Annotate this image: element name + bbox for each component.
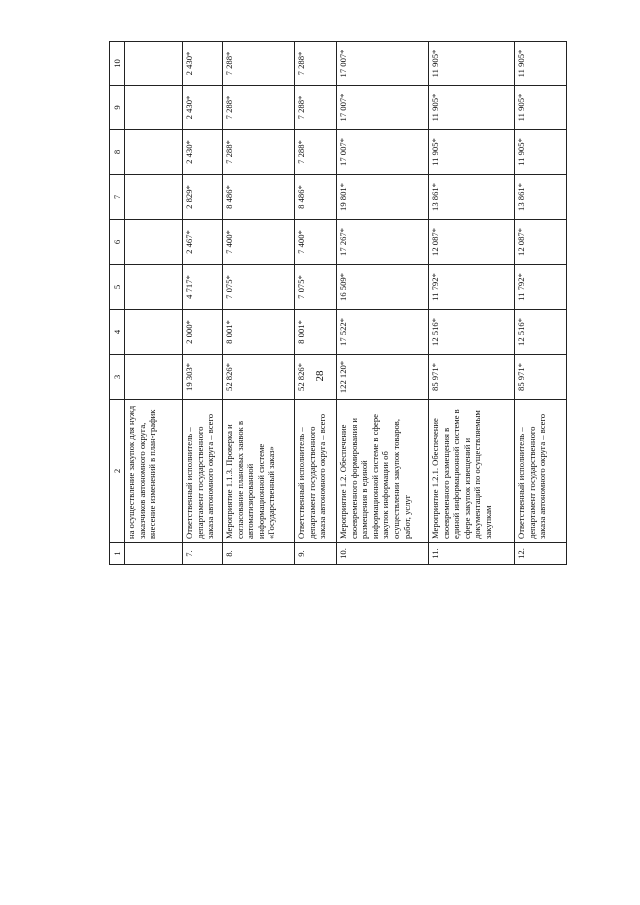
value-cell: 8 001* bbox=[223, 310, 295, 355]
value-cell: 52 826* bbox=[295, 355, 337, 400]
value-cell bbox=[125, 355, 183, 400]
value-cell: 2 467* bbox=[183, 220, 223, 265]
row-number bbox=[125, 543, 183, 565]
page-number: 28 bbox=[314, 370, 326, 382]
header-cell: 2 bbox=[110, 400, 125, 543]
table-row bbox=[337, 42, 429, 565]
value-cell: 17 522* bbox=[337, 310, 429, 355]
value-cell: 17 267* bbox=[337, 220, 429, 265]
value-cell: 52 826* bbox=[223, 355, 295, 400]
rotated-table-container bbox=[109, 42, 565, 565]
table-row bbox=[183, 42, 223, 565]
value-cell: 19 801* bbox=[337, 175, 429, 220]
header-cell: 5 bbox=[110, 265, 125, 310]
value-cell: 12 087* bbox=[515, 220, 567, 265]
value-cell: 12 087* bbox=[429, 220, 515, 265]
value-cell: 11 905* bbox=[515, 130, 567, 175]
value-cell: 7 400* bbox=[223, 220, 295, 265]
value-cell: 11 792* bbox=[515, 265, 567, 310]
header-cell: 8 bbox=[110, 130, 125, 175]
row-number: 7. bbox=[183, 543, 223, 565]
header-cell: 6 bbox=[110, 220, 125, 265]
row-number: 12. bbox=[515, 543, 567, 565]
value-cell: 122 120* bbox=[337, 355, 429, 400]
value-cell: 11 905* bbox=[429, 86, 515, 130]
value-cell: 13 861* bbox=[429, 175, 515, 220]
value-cell bbox=[125, 175, 183, 220]
value-cell: 7 288* bbox=[295, 42, 337, 86]
row-description: Мероприятие 1.2.1. Обеспечение своевременного размещения в единой информационной системе в сфере закупок извещений и документаций по осуществляемым закупкам bbox=[429, 400, 515, 543]
header-cell: 4 bbox=[110, 310, 125, 355]
value-cell: 7 288* bbox=[223, 130, 295, 175]
value-cell: 16 509* bbox=[337, 265, 429, 310]
value-cell: 11 905* bbox=[515, 42, 567, 86]
value-cell bbox=[125, 220, 183, 265]
value-cell: 19 303* bbox=[183, 355, 223, 400]
value-cell: 2 430* bbox=[183, 42, 223, 86]
value-cell: 7 288* bbox=[295, 130, 337, 175]
row-description: Ответственный исполнитель – департамент государственного заказа автономного округа – всего bbox=[295, 400, 337, 543]
value-cell: 2 000* bbox=[183, 310, 223, 355]
row-number: 11. bbox=[429, 543, 515, 565]
value-cell: 12 516* bbox=[429, 310, 515, 355]
value-cell bbox=[125, 265, 183, 310]
value-cell: 11 905* bbox=[515, 86, 567, 130]
value-cell: 7 075* bbox=[295, 265, 337, 310]
value-cell: 13 861* bbox=[515, 175, 567, 220]
value-cell: 11 792* bbox=[429, 265, 515, 310]
header-row bbox=[110, 42, 125, 565]
value-cell bbox=[125, 86, 183, 130]
row-description: Мероприятие 1.1.3. Проверка и согласование плановых заявок в автоматизированной информационной системе «Государственный заказ» bbox=[223, 400, 295, 543]
value-cell: 17 007* bbox=[337, 42, 429, 86]
table-row bbox=[223, 42, 295, 565]
value-cell bbox=[125, 42, 183, 86]
value-cell: 2 829* bbox=[183, 175, 223, 220]
value-cell bbox=[125, 130, 183, 175]
row-number: 9. bbox=[295, 543, 337, 565]
value-cell: 12 516* bbox=[515, 310, 567, 355]
header-cell: 1 bbox=[110, 543, 125, 565]
value-cell: 8 001* bbox=[295, 310, 337, 355]
table-row bbox=[295, 42, 337, 565]
value-cell: 85 971* bbox=[515, 355, 567, 400]
row-number: 8. bbox=[223, 543, 295, 565]
row-description: на осуществление закупок для нужд заказчиков автономного округа, внесение изменений в план-график bbox=[125, 400, 183, 543]
table-row bbox=[515, 42, 567, 565]
budget-table bbox=[109, 41, 567, 565]
value-cell: 2 430* bbox=[183, 130, 223, 175]
value-cell: 85 971* bbox=[429, 355, 515, 400]
table-row bbox=[429, 42, 515, 565]
table-row bbox=[125, 42, 183, 565]
value-cell: 7 400* bbox=[295, 220, 337, 265]
value-cell: 7 288* bbox=[295, 86, 337, 130]
row-description: Мероприятие 1.2. Обеспечение своевременного формирования и размещения в единой информационной системе в сфере закупок информации об осуществлении закупок товаров, работ, услуг bbox=[337, 400, 429, 543]
value-cell: 11 905* bbox=[429, 130, 515, 175]
row-description: Ответственный исполнитель – департамент государственного заказа автономного округа – всего bbox=[183, 400, 223, 543]
value-cell bbox=[125, 310, 183, 355]
value-cell: 7 288* bbox=[223, 42, 295, 86]
value-cell: 8 486* bbox=[223, 175, 295, 220]
value-cell: 7 075* bbox=[223, 265, 295, 310]
value-cell: 4 717* bbox=[183, 265, 223, 310]
header-cell: 10 bbox=[110, 42, 125, 86]
header-cell: 9 bbox=[110, 86, 125, 130]
header-cell: 3 bbox=[110, 355, 125, 400]
value-cell: 8 486* bbox=[295, 175, 337, 220]
value-cell: 2 430* bbox=[183, 86, 223, 130]
row-description: Ответственный исполнитель – департамент государственного заказа автономного округа – всего bbox=[515, 400, 567, 543]
header-cell: 7 bbox=[110, 175, 125, 220]
value-cell: 11 905* bbox=[429, 42, 515, 86]
row-number: 10. bbox=[337, 543, 429, 565]
value-cell: 17 007* bbox=[337, 86, 429, 130]
value-cell: 7 288* bbox=[223, 86, 295, 130]
value-cell: 17 007* bbox=[337, 130, 429, 175]
